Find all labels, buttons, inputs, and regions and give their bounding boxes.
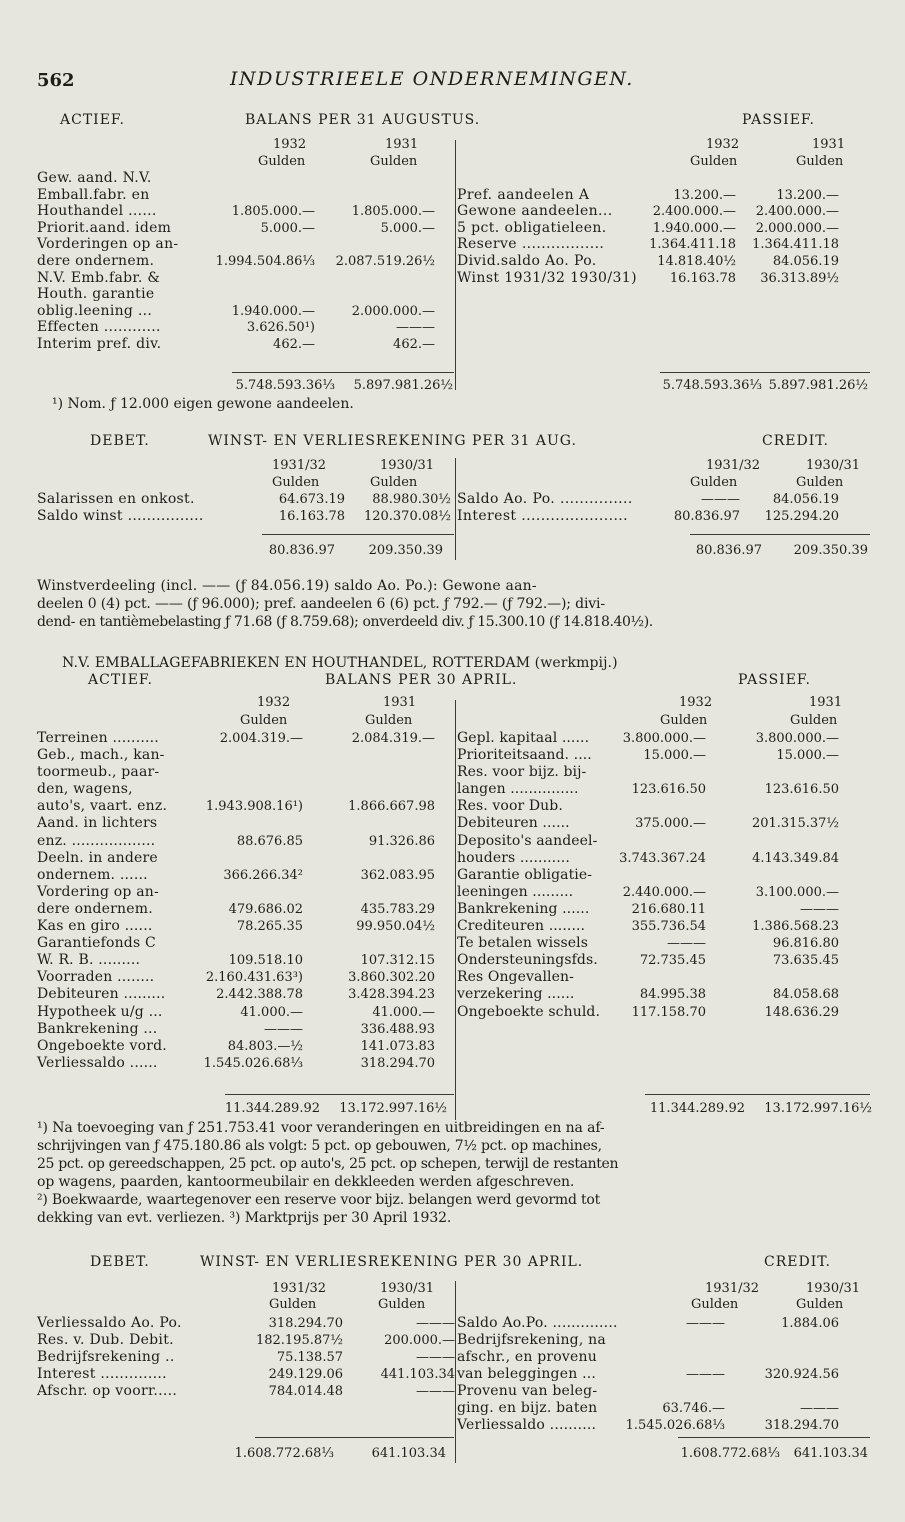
- s3-year-3: 1932: [679, 695, 713, 710]
- s1-title: BALANS PER 31 AUGUSTUS.: [245, 112, 481, 128]
- row-value-previous: ———: [416, 1316, 455, 1331]
- row-label: Pref. aandeelen A: [457, 186, 590, 203]
- row-label: Emball.fabr. en: [37, 186, 150, 203]
- row-label: Hypotheek u/g ...: [37, 1003, 163, 1020]
- row-label: Provenu van beleg-: [457, 1383, 598, 1399]
- s4-year-3: 1931/32: [705, 1281, 760, 1296]
- row-value-current: 16.163.78: [278, 509, 345, 524]
- row-label: Effecten ............: [37, 319, 161, 336]
- s2-title: WINST- EN VERLIESREKENING PER 31 AUG.: [208, 433, 577, 449]
- row-value-previous: 73.635.45: [772, 953, 839, 969]
- s4-right-table: [457, 1317, 867, 1436]
- ledger-row: [37, 1383, 455, 1402]
- s1-divider: [455, 140, 456, 390]
- s1-unit-1: Gulden: [258, 154, 306, 169]
- s4-year-1: 1931/32: [272, 1281, 327, 1296]
- row-label: Terreinen ..........: [37, 730, 159, 746]
- row-value-previous: 84.056.19: [772, 492, 839, 507]
- row-label: Te betalen wissels: [457, 935, 589, 952]
- row-label: Gewone aandeelen...: [457, 203, 613, 220]
- row-value-current: 78.265.35: [236, 919, 303, 935]
- row-value-current: 64.673.19: [278, 492, 345, 507]
- s2-total-4: 209.350.39: [793, 543, 868, 558]
- row-label: dere ondernem.: [37, 900, 153, 917]
- s1-total-4: 5.897.981.26½: [768, 378, 868, 393]
- row-value-previous: 91.326.86: [368, 833, 435, 849]
- row-label: houders ...........: [457, 849, 570, 866]
- s2-unit-2: Gulden: [370, 475, 418, 490]
- row-value-current: 366.266.34²: [223, 867, 303, 883]
- row-label: Geb., mach., kan-: [37, 747, 165, 764]
- s3-unit-2: Gulden: [365, 713, 413, 728]
- row-value-previous: 84.058.68: [772, 987, 839, 1003]
- s2-year-2: 1930/31: [380, 458, 435, 473]
- s3-right-label: PASSIEF.: [738, 672, 811, 688]
- row-value-previous: 107.312.15: [360, 953, 435, 969]
- row-value-current: 3.800.000.—: [622, 731, 706, 746]
- row-value-previous: 200.000.—: [384, 1333, 455, 1348]
- row-value-current: 88.676.85: [236, 833, 303, 849]
- s2-year-1: 1931/32: [272, 458, 327, 473]
- s1-total-2: 5.897.981.26½: [353, 378, 453, 393]
- row-label: van beleggingen ...: [457, 1366, 597, 1382]
- row-value-previous: 201.315.37½: [751, 816, 839, 832]
- row-value-current: 5.000.—: [260, 220, 315, 236]
- s4-total-rule-left: [255, 1437, 454, 1438]
- row-value-previous: 125.294.20: [764, 509, 839, 524]
- row-label: Kas en giro ......: [37, 918, 153, 935]
- row-label: Gew. aand. N.V.: [37, 170, 152, 186]
- row-value-previous: 435.783.29: [360, 901, 435, 917]
- row-label: Verliessaldo ......: [37, 1054, 158, 1071]
- s3-left-label: ACTIEF.: [88, 672, 153, 688]
- row-value-previous: 3.428.394.23: [348, 987, 435, 1003]
- row-value-current: 2.160.431.63³): [205, 970, 303, 986]
- row-value-current: 15.000.—: [643, 748, 706, 764]
- row-value-current: 216.680.11: [631, 901, 706, 917]
- row-value-previous: 318.294.70: [764, 1418, 839, 1433]
- s4-year-2: 1930/31: [380, 1281, 435, 1296]
- s4-unit-1: Gulden: [269, 1297, 317, 1312]
- row-label: Res. voor bijz. bij-: [457, 764, 587, 781]
- ledger-row: [37, 335, 447, 355]
- row-value-previous: 96.816.80: [772, 936, 839, 952]
- row-label: Houthandel ......: [37, 203, 157, 220]
- s1-year-2: 1931: [385, 137, 419, 152]
- s3-year-4: 1931: [809, 695, 843, 710]
- s4-left-table: [37, 1315, 455, 1402]
- row-label: Prioriteitsaand. ....: [457, 747, 592, 764]
- s3-total-1: 11.344.289.92: [224, 1101, 320, 1116]
- s3-total-2: 13.172.997.16½: [339, 1101, 447, 1116]
- ledger-row: [457, 817, 867, 834]
- row-label: den, wagens,: [37, 781, 133, 798]
- row-value-current: 1.940.000.—: [652, 220, 736, 236]
- row-label: langen ...............: [457, 781, 579, 798]
- s4-total-rule-right: [678, 1437, 870, 1438]
- s1-total-rule-left: [232, 372, 454, 373]
- row-value-current: 1.805.000.—: [231, 204, 315, 220]
- row-value-previous: 320.924.56: [764, 1367, 839, 1382]
- row-value-current: 2.442.388.78: [216, 987, 303, 1003]
- row-value-current: 2.440.000.—: [622, 884, 706, 900]
- row-label: Debiteuren ......: [457, 815, 570, 832]
- s2-unit-1: Gulden: [272, 475, 320, 490]
- row-label: Bedrijfsrekening ..: [37, 1349, 175, 1365]
- row-label: Bankrekening ...: [37, 1020, 158, 1037]
- row-label: ging. en bijz. baten: [457, 1400, 598, 1416]
- row-value-previous: 120.370.08½: [363, 509, 451, 524]
- s1-right-label: PASSIEF.: [742, 112, 815, 128]
- row-label: W. R. B. .........: [37, 952, 141, 969]
- s2-total-rule-left: [262, 534, 454, 535]
- row-label: Ongeboekte schuld.: [457, 1003, 601, 1020]
- row-value-current: ———: [686, 1367, 725, 1382]
- row-value-current: ———: [264, 1021, 303, 1037]
- ledger-row: [37, 1054, 447, 1074]
- ledger-row: [37, 988, 447, 1005]
- row-value-current: 249.129.06: [268, 1367, 343, 1382]
- row-label: Afschr. op voorr.....: [37, 1383, 178, 1399]
- s4-total-2: 641.103.34: [371, 1446, 446, 1461]
- row-value-previous: 123.616.50: [764, 782, 839, 798]
- row-label: Crediteuren ........: [457, 918, 586, 935]
- row-value-current: ———: [686, 1316, 725, 1331]
- row-label: afschr., en provenu: [457, 1349, 597, 1365]
- row-label: Bedrijfsrekening, na: [457, 1332, 606, 1348]
- s3-note-line-6: dekking van evt. verliezen. ³) Marktprijs per 30 April 1932.: [37, 1210, 452, 1226]
- s3-total-4: 13.172.997.16½: [764, 1101, 872, 1116]
- row-value-previous: 318.294.70: [360, 1055, 435, 1071]
- s2-divider: [455, 458, 456, 560]
- row-value-current: 13.200.—: [673, 187, 736, 203]
- row-value-current: 2.004.319.—: [219, 731, 303, 746]
- row-value-previous: 1.805.000.—: [351, 204, 435, 220]
- s3-total-3: 11.344.289.92: [649, 1101, 745, 1116]
- s3-unit-1: Gulden: [240, 713, 288, 728]
- row-value-previous: 36.313.89½: [760, 270, 839, 286]
- row-value-current: ———: [667, 936, 706, 952]
- row-label: leeningen .........: [457, 883, 574, 900]
- s1-unit-2: Gulden: [370, 154, 418, 169]
- row-value-current: 1.364.411.18: [649, 237, 736, 253]
- row-value-current: 84.995.38: [639, 987, 706, 1003]
- row-label: Vordering op an-: [37, 883, 159, 900]
- row-label: Res Ongevallen-: [457, 969, 574, 986]
- row-value-current: 16.163.78: [669, 270, 736, 286]
- row-value-current: 1.943.908.16¹): [205, 799, 303, 815]
- row-value-current: 1.545.026.68⅓: [203, 1055, 303, 1071]
- s2-unit-4: Gulden: [796, 475, 844, 490]
- row-label: Res. v. Dub. Debit.: [37, 1332, 174, 1348]
- s3-total-rule-right: [645, 1094, 870, 1095]
- s1-unit-4: Gulden: [796, 154, 844, 169]
- row-value-current: 1.994.504.86⅓: [215, 253, 315, 269]
- row-value-previous: ———: [800, 1401, 839, 1416]
- s2-total-1: 80.836.97: [268, 543, 335, 558]
- row-value-previous: ———: [396, 320, 435, 336]
- row-value-previous: 441.103.34: [380, 1367, 455, 1382]
- row-value-current: 1.545.026.68⅓: [625, 1418, 725, 1433]
- row-label: enz. ..................: [37, 832, 156, 849]
- row-label: Debiteuren .........: [37, 986, 166, 1003]
- row-label: Interest ..............: [37, 1366, 167, 1382]
- row-value-current: 3.743.367.24: [619, 850, 706, 866]
- row-label: 5 pct. obligatieleen.: [457, 219, 607, 236]
- s2-total-2: 209.350.39: [368, 543, 443, 558]
- s2-paragraph-line-3: dend- en tantièmebelasting ƒ 71.68 (ƒ 8.759.68); onverdeeld div. ƒ 15.300.10 (ƒ 14.818.40½).: [37, 614, 653, 630]
- row-label: Divid.saldo Ao. Po.: [457, 252, 597, 269]
- s3-unit-4: Gulden: [790, 713, 838, 728]
- row-value-current: 109.518.10: [228, 953, 303, 969]
- row-label: verzekering ......: [457, 986, 575, 1003]
- row-value-previous: 2.084.319.—: [351, 731, 435, 746]
- row-value-current: 80.836.97: [673, 509, 740, 524]
- s2-right-label: CREDIT.: [762, 433, 829, 449]
- row-value-previous: 3.800.000.—: [755, 731, 839, 746]
- s4-unit-3: Gulden: [691, 1297, 739, 1312]
- row-value-previous: 462.—: [393, 336, 435, 352]
- s3-year-1: 1932: [257, 695, 291, 710]
- row-value-previous: 2.000.000.—: [755, 220, 839, 236]
- s4-total-4: 641.103.34: [793, 1446, 868, 1461]
- row-value-current: 784.014.48: [268, 1384, 343, 1399]
- s3-note-line-1: ¹) Na toevoeging van ƒ 251.753.41 voor veranderingen en uitbreidingen en na af-: [37, 1120, 605, 1136]
- row-label: Interim pref. div.: [37, 335, 162, 352]
- ledger-row: [457, 1003, 867, 1023]
- s3-divider: [455, 700, 456, 1120]
- row-value-previous: 1.386.568.23: [752, 919, 839, 935]
- s1-total-1: 5.748.593.36⅓: [235, 378, 335, 393]
- s3-note-line-3: 25 pct. op gereedschappen, 25 pct. op auto's, 25 pct. op schepen, terwijl de restanten: [37, 1156, 619, 1172]
- row-label: Verliessaldo ..........: [457, 1417, 597, 1433]
- row-label: dere ondernem.: [37, 252, 155, 269]
- s3-unit-3: Gulden: [660, 713, 708, 728]
- row-label: toormeub., paar-: [37, 764, 160, 781]
- row-value-current: 117.158.70: [631, 1004, 706, 1020]
- s4-divider: [455, 1281, 456, 1463]
- row-value-current: 2.400.000.—: [652, 204, 736, 220]
- s1-total-3: 5.748.593.36⅓: [662, 378, 762, 393]
- row-value-previous: ———: [416, 1384, 455, 1399]
- s4-total-1: 1.608.772.68⅓: [234, 1446, 334, 1461]
- row-value-current: 375.000.—: [635, 816, 706, 832]
- s2-paragraph-line-2: deelen 0 (4) pct. —— (ƒ 96.000); pref. aandeelen 6 (6) pct. ƒ 792.— (ƒ 792.—); divi-: [37, 596, 605, 612]
- s4-title: WINST- EN VERLIESREKENING PER 30 APRIL.: [200, 1254, 584, 1270]
- row-value-previous: 88.980.30½: [372, 492, 451, 507]
- row-value-current: 182.195.87½: [255, 1333, 343, 1348]
- ledger-row: [457, 1419, 867, 1436]
- s1-unit-3: Gulden: [690, 154, 738, 169]
- ledger-row: [37, 508, 451, 527]
- s2-right-table: [457, 493, 867, 527]
- row-value-current: 41.000.—: [240, 1004, 303, 1020]
- row-label: Saldo Ao.Po. ..............: [457, 1315, 618, 1331]
- row-value-current: 3.626.50¹): [246, 320, 315, 336]
- row-value-current: ———: [701, 492, 740, 507]
- row-value-current: 75.138.57: [276, 1350, 343, 1365]
- s4-total-3: 1.608.772.68⅓: [680, 1446, 780, 1461]
- row-value-current: 355.736.54: [631, 919, 706, 935]
- s2-total-rule-right: [690, 534, 870, 535]
- s3-year-2: 1931: [383, 695, 417, 710]
- row-label: Ondersteuningsfds.: [457, 952, 598, 969]
- row-value-previous: 1.866.667.98: [348, 799, 435, 815]
- row-label: Interest ......................: [457, 508, 629, 524]
- row-value-current: 72.735.45: [639, 953, 706, 969]
- s1-year-1: 1932: [273, 137, 307, 152]
- row-value-previous: 2.400.000.—: [755, 204, 839, 220]
- row-value-previous: 99.950.04½: [356, 919, 435, 935]
- s3-left-table: [37, 732, 447, 1074]
- s1-left-table: [37, 172, 447, 355]
- row-label: Bankrekening ......: [457, 900, 590, 917]
- row-label: Res. voor Dub.: [457, 798, 563, 815]
- row-label: Ongeboekte vord.: [37, 1037, 167, 1054]
- row-label: Deposito's aandeel-: [457, 832, 598, 849]
- row-value-previous: 1.364.411.18: [752, 237, 839, 253]
- s4-year-4: 1930/31: [806, 1281, 861, 1296]
- row-value-previous: ———: [416, 1350, 455, 1365]
- row-label: Voorraden ........: [37, 969, 155, 986]
- row-value-previous: 3.100.000.—: [755, 884, 839, 900]
- row-value-previous: 362.083.95: [360, 867, 435, 883]
- row-value-current: 84.803.—½: [227, 1038, 303, 1054]
- s2-year-3: 1931/32: [706, 458, 761, 473]
- row-value-previous: 2.087.519.26½: [335, 253, 435, 269]
- row-label: Priorit.aand. idem: [37, 219, 172, 236]
- row-value-current: 1.940.000.—: [231, 303, 315, 319]
- row-label: Gepl. kapitaal ......: [457, 730, 590, 746]
- row-label: auto's, vaart. enz.: [37, 798, 168, 815]
- s4-unit-4: Gulden: [796, 1297, 844, 1312]
- row-value-previous: 336.488.93: [360, 1021, 435, 1037]
- row-label: Garantiefonds C: [37, 935, 156, 952]
- s2-year-4: 1930/31: [806, 458, 861, 473]
- row-label: N.V. Emb.fabr. &: [37, 269, 161, 286]
- row-value-current: 123.616.50: [631, 782, 706, 798]
- row-value-current: 63.746.—: [662, 1401, 725, 1416]
- s2-unit-3: Gulden: [690, 475, 738, 490]
- row-value-current: 462.—: [273, 336, 315, 352]
- s2-paragraph-line-1: Winstverdeeling (incl. —— (ƒ 84.056.19) saldo Ao. Po.): Gewone aan-: [37, 578, 537, 594]
- row-value-previous: 141.073.83: [360, 1038, 435, 1054]
- row-label: Saldo Ao. Po. ...............: [457, 491, 633, 507]
- s1-footnote: ¹) Nom. ƒ 12.000 eigen gewone aandeelen.: [52, 396, 354, 412]
- row-label: oblig.leening ...: [37, 302, 153, 319]
- row-label: Salarissen en onkost.: [37, 491, 195, 507]
- s1-right-table: [457, 172, 867, 288]
- row-label: Reserve .................: [457, 236, 605, 253]
- row-label: Vorderingen op an-: [37, 236, 179, 253]
- row-value-previous: 84.056.19: [772, 253, 839, 269]
- s1-year-4: 1931: [812, 137, 846, 152]
- row-value-previous: 5.000.—: [380, 220, 435, 236]
- row-label: Garantie obligatie-: [457, 866, 593, 883]
- row-value-previous: 2.000.000.—: [351, 303, 435, 319]
- s2-total-3: 80.836.97: [695, 543, 762, 558]
- s3-title: BALANS PER 30 APRIL.: [325, 672, 518, 688]
- row-value-current: 479.686.02: [228, 901, 303, 917]
- row-value-previous: 41.000.—: [372, 1004, 435, 1020]
- s3-note-line-2: schrijvingen van ƒ 475.180.86 als volgt: 5 pct. op gebouwen, 7½ pct. op machines,: [37, 1138, 602, 1154]
- row-value-previous: 4.143.349.84: [752, 850, 839, 866]
- row-value-previous: 148.636.29: [764, 1004, 839, 1020]
- ledger-row: [457, 988, 867, 1005]
- s3-company: N.V. EMBALLAGEFABRIEKEN EN HOUTHANDEL, ROTTERDAM (werkmpij.): [62, 655, 618, 671]
- s4-unit-2: Gulden: [378, 1297, 426, 1312]
- row-value-previous: 13.200.—: [776, 187, 839, 203]
- s1-left-label: ACTIEF.: [60, 112, 125, 128]
- page-number: 562: [37, 70, 75, 91]
- ledger-row: [457, 269, 867, 289]
- s4-right-label: CREDIT.: [764, 1254, 831, 1270]
- row-label: Verliessaldo Ao. Po.: [37, 1315, 182, 1331]
- row-value-current: 318.294.70: [268, 1316, 343, 1331]
- s3-note-line-4: op wagens, paarden, kantoormeubilair en dekkleeden werden afgeschreven.: [37, 1174, 575, 1190]
- row-label: Aand. in lichters: [37, 815, 158, 832]
- row-label: ondernem. ......: [37, 866, 148, 883]
- s4-left-label: DEBET.: [90, 1254, 150, 1270]
- s3-right-table: [457, 732, 867, 1023]
- row-label: Deeln. in andere: [37, 849, 158, 866]
- s1-total-rule-right: [660, 372, 870, 373]
- s2-left-table: [37, 491, 451, 527]
- s3-total-rule-left: [225, 1094, 454, 1095]
- s1-year-3: 1932: [706, 137, 740, 152]
- s3-note-line-5: ²) Boekwaarde, waartegenover een reserve voor bijz. belangen werd gevormd tot: [37, 1192, 601, 1208]
- ledger-row: [457, 510, 867, 527]
- s2-left-label: DEBET.: [90, 433, 150, 449]
- row-label: Saldo winst ................: [37, 508, 204, 524]
- page-title: INDUSTRIEELE ONDERNEMINGEN.: [230, 68, 634, 90]
- row-value-previous: 3.860.302.20: [348, 970, 435, 986]
- ledger-row: [37, 817, 447, 834]
- row-label: Winst 1931/32 1930/31): [457, 269, 637, 286]
- row-value-previous: ———: [800, 901, 839, 917]
- row-value-previous: 15.000.—: [776, 748, 839, 764]
- row-value-current: 14.818.40½: [657, 253, 736, 269]
- row-value-previous: 1.884.06: [781, 1316, 839, 1331]
- row-label: Houth. garantie: [37, 286, 155, 303]
